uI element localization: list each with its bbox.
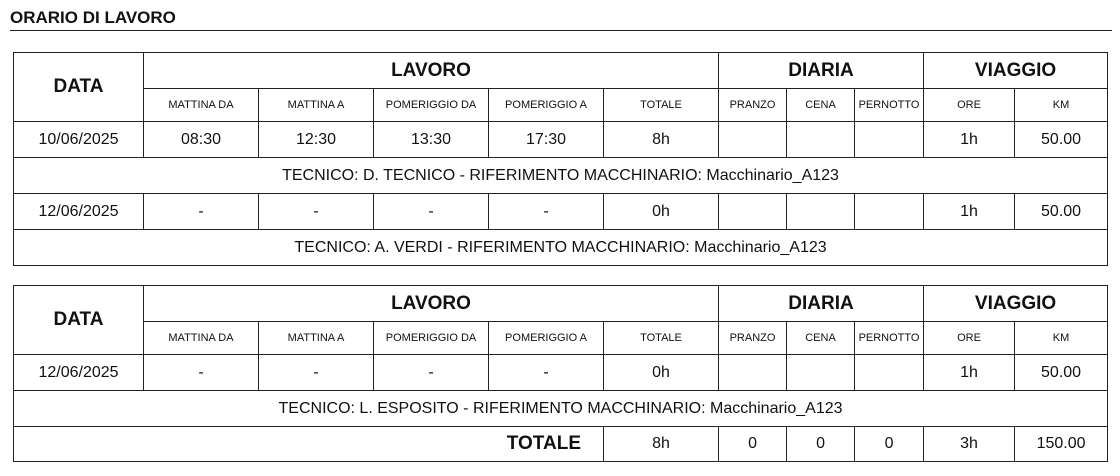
technician-row bbox=[14, 230, 1108, 266]
header-cena: CENA bbox=[787, 322, 855, 355]
cell-totale: 0h bbox=[604, 355, 719, 391]
total-row bbox=[14, 427, 1108, 462]
work-hours-table-2 bbox=[13, 285, 1108, 462]
header-mattina-a: MATTINA A bbox=[259, 89, 374, 122]
header-mattina-a: MATTINA A bbox=[259, 322, 374, 355]
cell-km: 50.00 bbox=[1015, 355, 1108, 391]
cell-pranzo bbox=[719, 355, 787, 391]
cell-totale: 0h bbox=[604, 194, 719, 230]
total-label: TOTALE bbox=[14, 427, 604, 462]
cell-tecnico: TECNICO: L. ESPOSITO - RIFERIMENTO MACCHINARIO: Macchinario_A123 bbox=[14, 391, 1108, 427]
cell-mattina-a: - bbox=[259, 355, 374, 391]
cell-mattina-da: - bbox=[144, 355, 259, 391]
section-title: ORARIO DI LAVORO bbox=[10, 7, 1112, 31]
header-pranzo: PRANZO bbox=[719, 89, 787, 122]
header-totale: TOTALE bbox=[604, 322, 719, 355]
cell-tecnico: TECNICO: D. TECNICO - RIFERIMENTO MACCHINARIO: Macchinario_A123 bbox=[14, 158, 1108, 194]
table-row bbox=[14, 194, 1108, 230]
technician-row bbox=[14, 391, 1108, 427]
header-pomeriggio-a: POMERIGGIO A bbox=[489, 322, 604, 355]
cell-pernotto bbox=[855, 122, 924, 158]
technician-row bbox=[14, 158, 1108, 194]
header-ore: ORE bbox=[924, 89, 1015, 122]
header-data: DATA bbox=[14, 286, 144, 355]
cell-date: 10/06/2025 bbox=[14, 122, 144, 158]
header-viaggio: VIAGGIO bbox=[924, 53, 1108, 89]
header-pomeriggio-da: POMERIGGIO DA bbox=[374, 322, 489, 355]
header-cena: CENA bbox=[787, 89, 855, 122]
cell-mattina-a: 12:30 bbox=[259, 122, 374, 158]
cell-pomeriggio-da: - bbox=[374, 355, 489, 391]
cell-cena bbox=[787, 122, 855, 158]
cell-totale: 8h bbox=[604, 122, 719, 158]
cell-mattina-da: - bbox=[144, 194, 259, 230]
table-row bbox=[14, 122, 1108, 158]
total-km: 150.00 bbox=[1015, 427, 1108, 462]
header-totale: TOTALE bbox=[604, 89, 719, 122]
header-lavoro: LAVORO bbox=[144, 286, 719, 322]
total-cena: 0 bbox=[787, 427, 855, 462]
cell-ore: 1h bbox=[924, 194, 1015, 230]
cell-km: 50.00 bbox=[1015, 194, 1108, 230]
table-row bbox=[14, 355, 1108, 391]
total-totale: 8h bbox=[604, 427, 719, 462]
header-diaria: DIARIA bbox=[719, 53, 924, 89]
cell-mattina-a: - bbox=[259, 194, 374, 230]
header-data: DATA bbox=[14, 53, 144, 122]
cell-pomeriggio-da: 13:30 bbox=[374, 122, 489, 158]
cell-pomeriggio-a: - bbox=[489, 194, 604, 230]
cell-pernotto bbox=[855, 194, 924, 230]
cell-pranzo bbox=[719, 122, 787, 158]
cell-cena bbox=[787, 194, 855, 230]
total-pernotto: 0 bbox=[855, 427, 924, 462]
cell-tecnico: TECNICO: A. VERDI - RIFERIMENTO MACCHINARIO: Macchinario_A123 bbox=[14, 230, 1108, 266]
header-pernotto: PERNOTTO bbox=[855, 322, 924, 355]
cell-ore: 1h bbox=[924, 122, 1015, 158]
header-diaria: DIARIA bbox=[719, 286, 924, 322]
header-pomeriggio-a: POMERIGGIO A bbox=[489, 89, 604, 122]
cell-km: 50.00 bbox=[1015, 122, 1108, 158]
cell-pranzo bbox=[719, 194, 787, 230]
cell-pomeriggio-a: 17:30 bbox=[489, 122, 604, 158]
cell-mattina-da: 08:30 bbox=[144, 122, 259, 158]
header-pernotto: PERNOTTO bbox=[855, 89, 924, 122]
total-pranzo: 0 bbox=[719, 427, 787, 462]
header-lavoro: LAVORO bbox=[144, 53, 719, 89]
header-ore: ORE bbox=[924, 322, 1015, 355]
header-viaggio: VIAGGIO bbox=[924, 286, 1108, 322]
cell-date: 12/06/2025 bbox=[14, 355, 144, 391]
total-ore: 3h bbox=[924, 427, 1015, 462]
work-hours-table-1 bbox=[13, 52, 1108, 266]
header-pomeriggio-da: POMERIGGIO DA bbox=[374, 89, 489, 122]
header-km: KM bbox=[1015, 322, 1108, 355]
cell-ore: 1h bbox=[924, 355, 1015, 391]
cell-cena bbox=[787, 355, 855, 391]
cell-date: 12/06/2025 bbox=[14, 194, 144, 230]
header-km: KM bbox=[1015, 89, 1108, 122]
cell-pomeriggio-a: - bbox=[489, 355, 604, 391]
cell-pomeriggio-da: - bbox=[374, 194, 489, 230]
header-pranzo: PRANZO bbox=[719, 322, 787, 355]
header-mattina-da: MATTINA DA bbox=[144, 89, 259, 122]
cell-pernotto bbox=[855, 355, 924, 391]
header-mattina-da: MATTINA DA bbox=[144, 322, 259, 355]
